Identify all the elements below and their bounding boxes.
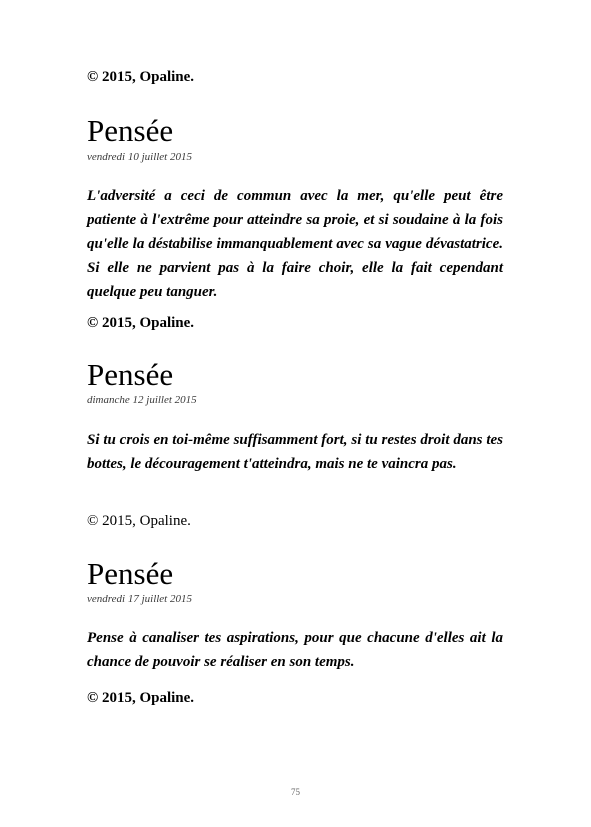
post-title-2: Pensée: [87, 357, 174, 392]
post-copyright-3: © 2015, Opaline.: [87, 690, 195, 706]
post-body-3: Pense à canaliser tes aspirations, pour que chacune d'elles ait la chance de pouvoir se réaliser en son temps.: [87, 630, 503, 670]
post-title-3: Pensée: [87, 556, 174, 591]
document-page: [87, 0, 503, 827]
page-number: 75: [291, 787, 300, 797]
post-date-1: vendredi 10 juillet 2015: [87, 151, 192, 163]
post-date-3: vendredi 17 juillet 2015: [87, 593, 192, 605]
post-body-2: Si tu crois en toi-même suffisamment fort, si tu restes droit dans tes bottes, le découragement t'atteindra, mais ne te vaincra pas.: [87, 432, 503, 472]
post-copyright-2: © 2015, Opaline.: [87, 513, 191, 529]
post-date-2: dimanche 12 juillet 2015: [87, 394, 197, 406]
post-title-1: Pensée: [87, 113, 174, 148]
post-copyright-1: © 2015, Opaline.: [87, 315, 195, 331]
post-body-1: L'adversité a ceci de commun avec la mer, qu'elle peut être patiente à l'extrême pour atteindre sa proie, et si soudaine à la fois qu'elle la déstabilise immanquablement avec sa vague dévastatrice. Si elle ne parvient pas à la faire choir, elle la fait cependant quelque peu tanguer.: [87, 188, 503, 300]
top-copyright: © 2015, Opaline.: [87, 69, 195, 85]
